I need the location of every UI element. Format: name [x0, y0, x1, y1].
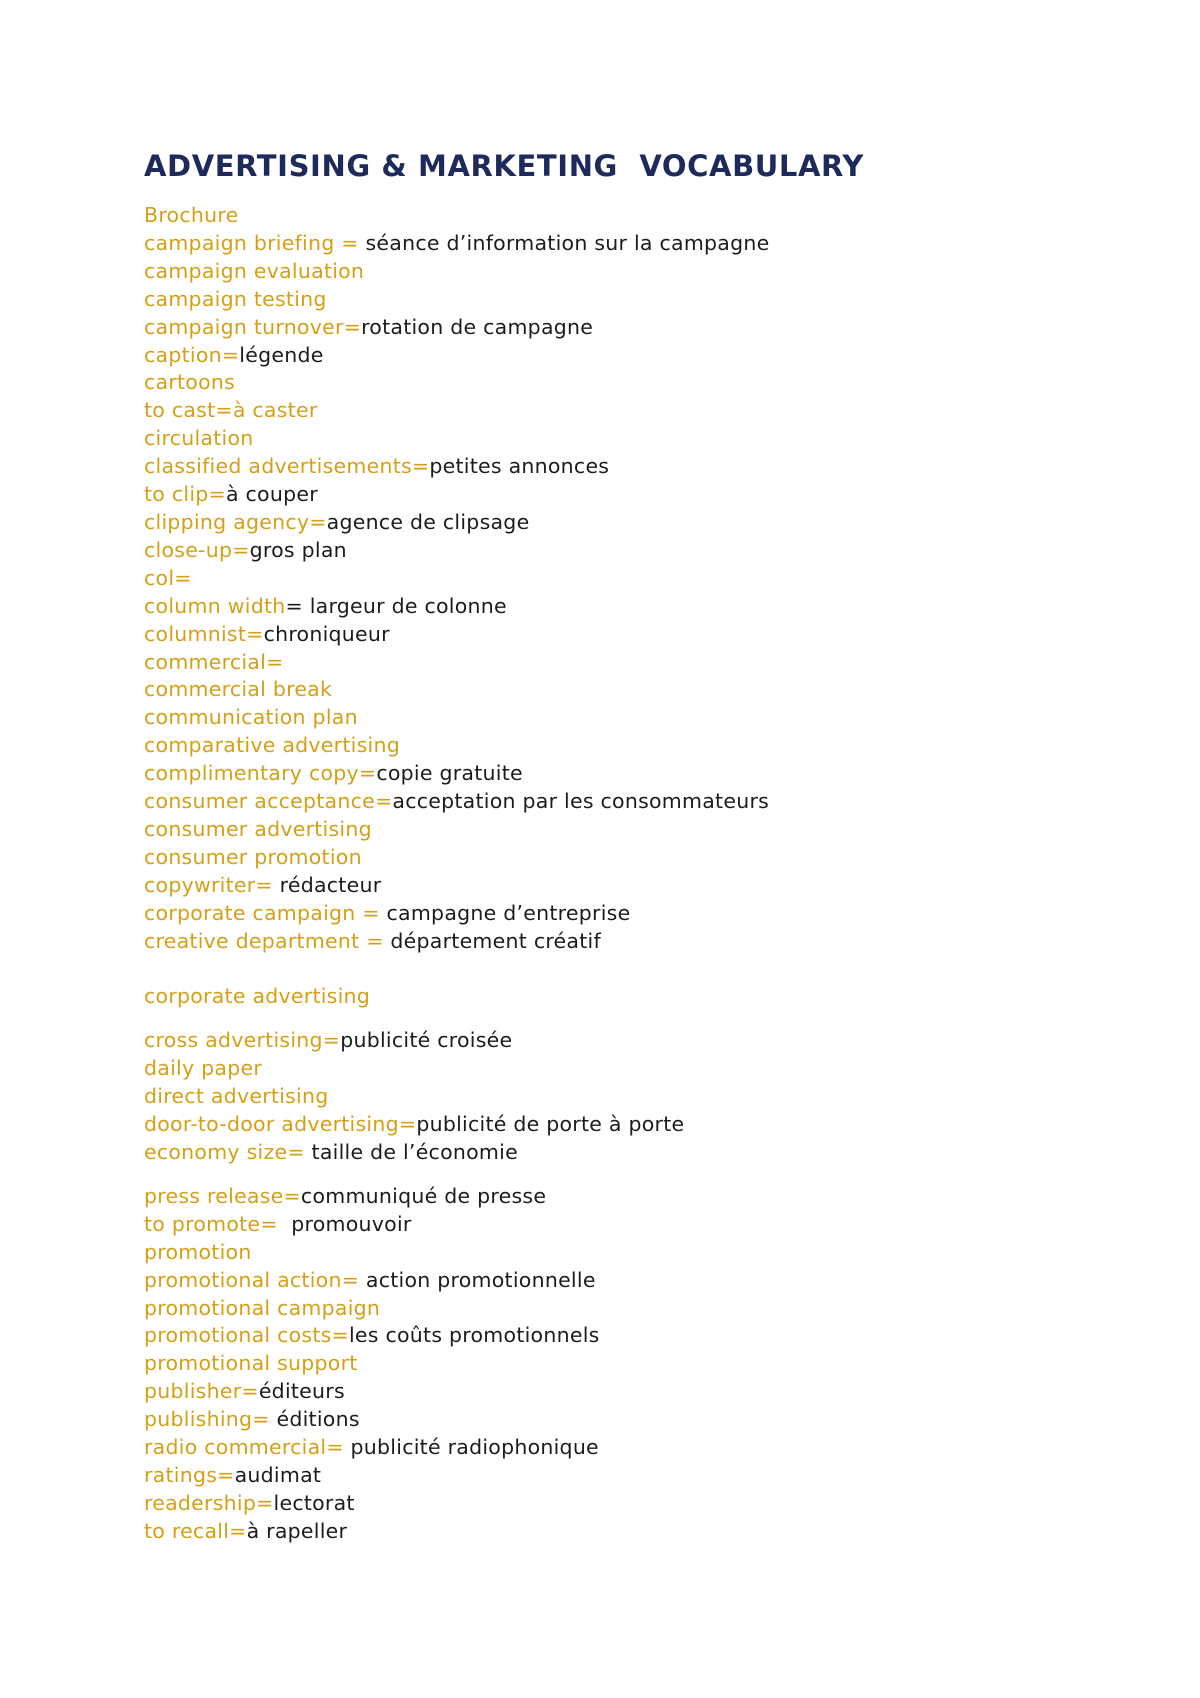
term-text: commercial=	[144, 649, 284, 674]
translation-text: légende	[239, 342, 324, 367]
term-text: campaign evaluation	[144, 258, 365, 283]
vocabulary-entry	[144, 202, 1104, 230]
term-text: close-up=	[144, 537, 250, 562]
vocabulary-entry	[144, 314, 1104, 342]
translation-text: = largeur de colonne	[285, 593, 507, 618]
translation-text: publicité croisée	[340, 1028, 513, 1053]
term-text: promotional action=	[144, 1267, 366, 1292]
vocabulary-entry	[144, 732, 1104, 760]
term-text: door-to-door advertising=	[144, 1112, 417, 1137]
term-text: cartoons	[144, 370, 236, 395]
translation-text: séance d’information sur la campagne	[365, 230, 770, 255]
term-text: to clip=	[144, 482, 226, 507]
term-text: corporate campaign =	[144, 900, 387, 925]
translation-text: à couper	[225, 482, 318, 507]
vocabulary-entry	[144, 1518, 1104, 1546]
translation-text: publicité de porte à porte	[416, 1112, 685, 1137]
term-text: commercial break	[144, 677, 333, 702]
vocabulary-entry	[144, 258, 1104, 286]
term-text: complimentary copy=	[144, 761, 377, 786]
vocabulary-entry	[144, 900, 1104, 928]
vocabulary-entry	[144, 983, 1104, 1011]
term-text: direct advertising	[144, 1084, 329, 1109]
translation-text: rédacteur	[279, 872, 382, 897]
translation-text: agence de clipsage	[326, 509, 530, 534]
vocabulary-entry	[144, 1462, 1104, 1490]
translation-text: audimat	[234, 1462, 322, 1487]
term-text: promotional costs=	[144, 1323, 349, 1348]
term-text: cross advertising=	[144, 1028, 341, 1053]
vocabulary-entry	[144, 1211, 1104, 1239]
translation-text: éditeurs	[258, 1379, 345, 1404]
term-text: corporate advertising	[144, 984, 371, 1009]
term-text: clipping agency=	[144, 509, 327, 534]
term-text: publisher=	[144, 1379, 259, 1404]
vocabulary-entry	[144, 537, 1104, 565]
vocabulary-group	[144, 983, 1104, 1011]
translation-text: communiqué de presse	[300, 1183, 547, 1208]
vocabulary-entry	[144, 565, 1104, 593]
term-text: column width	[144, 593, 286, 618]
term-text: Brochure	[144, 203, 239, 227]
translation-text: rotation de campagne	[361, 314, 594, 339]
document-page	[144, 146, 1104, 1546]
vocabulary-group	[144, 1183, 1104, 1546]
translation-text: petites annonces	[429, 454, 610, 479]
vocabulary-entry	[144, 453, 1104, 481]
term-text: radio commercial=	[144, 1435, 351, 1460]
vocabulary-entry	[144, 509, 1104, 537]
vocabulary-entry	[144, 1027, 1104, 1055]
vocabulary-entry	[144, 1111, 1104, 1139]
vocabulary-entry	[144, 1139, 1104, 1167]
term-text: circulation	[144, 426, 254, 451]
vocabulary-entry	[144, 621, 1104, 649]
vocabulary-entry	[144, 481, 1104, 509]
vocabulary-entry	[144, 760, 1104, 788]
term-text: economy size=	[144, 1140, 312, 1164]
term-text: creative department =	[144, 928, 391, 953]
translation-text: à rapeller	[246, 1518, 348, 1543]
vocabulary-entry	[144, 369, 1104, 397]
term-text: to recall=	[144, 1518, 247, 1543]
vocabulary-entry	[144, 872, 1104, 900]
vocabulary-entry	[144, 1434, 1104, 1462]
vocabulary-entry	[144, 1055, 1104, 1083]
term-text: press release=	[144, 1183, 301, 1208]
vocabulary-entry	[144, 1267, 1104, 1295]
term-text: promotional campaign	[144, 1295, 381, 1320]
vocabulary-entry	[144, 844, 1104, 872]
vocabulary-entry	[144, 788, 1104, 816]
term-text: promotion	[144, 1239, 252, 1264]
term-text: classified advertisements=	[144, 454, 430, 479]
vocabulary-group	[144, 1027, 1104, 1167]
vocabulary-entry	[144, 425, 1104, 453]
translation-text: éditions	[276, 1407, 360, 1432]
term-text: ratings=	[144, 1462, 235, 1487]
term-text: comparative advertising	[144, 733, 400, 758]
vocabulary-entry	[144, 230, 1104, 258]
term-text: publishing=	[144, 1407, 277, 1432]
term-text: promotional support	[144, 1351, 358, 1376]
translation-text: taille de l’économie	[311, 1140, 518, 1164]
vocabulary-entry	[144, 1239, 1104, 1267]
vocabulary-entry	[144, 1083, 1104, 1111]
term-text: copywriter=	[144, 872, 280, 897]
term-text: consumer advertising	[144, 816, 372, 841]
vocabulary-entry	[144, 928, 1104, 956]
translation-text: acceptation par les consommateurs	[392, 789, 770, 814]
term-text: to cast=à caster	[144, 398, 318, 423]
translation-text: promouvoir	[291, 1211, 412, 1236]
term-text: campaign testing	[144, 286, 327, 311]
translation-text: lectorat	[273, 1490, 355, 1515]
term-text: caption=	[144, 342, 240, 367]
vocabulary-entry	[144, 397, 1104, 425]
vocabulary-entry	[144, 676, 1104, 704]
vocabulary-entry	[144, 649, 1104, 677]
vocabulary-entry	[144, 1322, 1104, 1350]
translation-text: département créatif	[390, 928, 601, 953]
vocabulary-list	[144, 202, 1104, 1546]
term-text: consumer promotion	[144, 844, 362, 869]
vocabulary-entry	[144, 342, 1104, 370]
vocabulary-entry	[144, 816, 1104, 844]
vocabulary-entry	[144, 593, 1104, 621]
vocabulary-entry	[144, 286, 1104, 314]
vocabulary-entry	[144, 1295, 1104, 1323]
vocabulary-entry	[144, 1378, 1104, 1406]
translation-text: gros plan	[249, 537, 347, 562]
translation-text: action promotionnelle	[365, 1267, 596, 1292]
translation-text: copie gratuite	[376, 761, 523, 786]
term-text: readership=	[144, 1490, 274, 1515]
term-text: col=	[144, 565, 192, 590]
vocabulary-entry	[144, 1350, 1104, 1378]
translation-text: les coûts promotionnels	[348, 1323, 600, 1348]
term-text: communication plan	[144, 705, 358, 730]
term-text: to promote=	[144, 1211, 292, 1236]
term-text: campaign turnover=	[144, 314, 362, 339]
vocabulary-entry	[144, 1406, 1104, 1434]
translation-text: publicité radiophonique	[350, 1435, 599, 1460]
term-text: campaign briefing =	[144, 230, 366, 255]
term-text: consumer acceptance=	[144, 789, 393, 814]
term-text: columnist=	[144, 621, 264, 646]
vocabulary-entry	[144, 1490, 1104, 1518]
vocabulary-entry	[144, 1183, 1104, 1211]
vocabulary-group	[144, 202, 1104, 955]
term-text: daily paper	[144, 1056, 262, 1081]
translation-text: chroniqueur	[263, 621, 390, 646]
page-title: ADVERTISING & MARKETING VOCABULARY	[144, 149, 864, 183]
vocabulary-entry	[144, 704, 1104, 732]
translation-text: campagne d’entreprise	[386, 900, 631, 925]
